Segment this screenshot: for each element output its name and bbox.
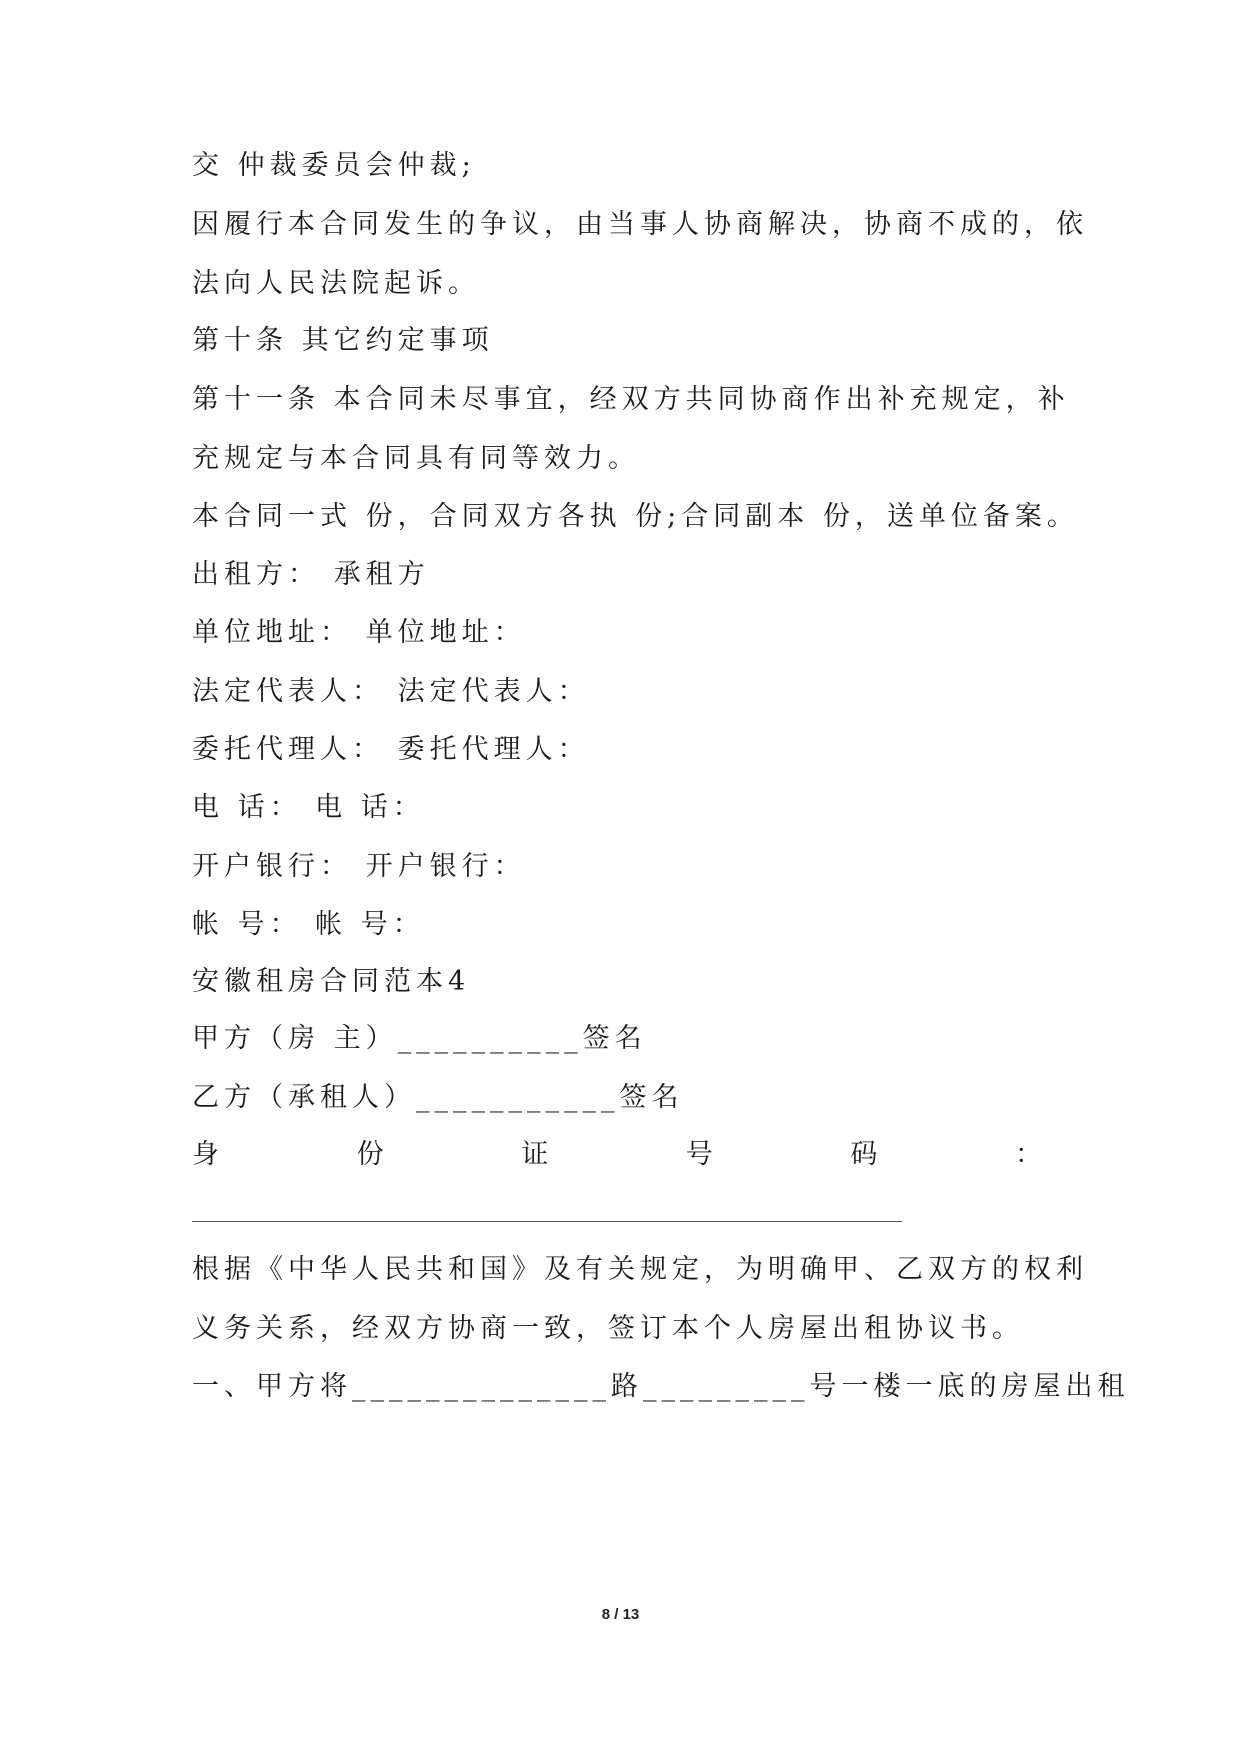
text-line-1: 交 仲裁委员会仲裁; (192, 150, 476, 181)
text-line-3: 法向人民法院起诉。 (192, 268, 480, 299)
text-line-6: 充规定与本合同具有同等效力。 (192, 443, 640, 474)
id-char-1: 身 (192, 1139, 219, 1170)
id-number-blank-rule (192, 1221, 902, 1222)
page-number: 8 / 13 (601, 1606, 640, 1623)
party-a-signature-line: 甲方（房 主）__________签名 (192, 1023, 647, 1054)
legal-rep-line: 法定代表人： 法定代表人： (192, 676, 590, 707)
bank-line: 开户银行： 开户银行： (192, 851, 526, 882)
id-char-2: 份 (356, 1139, 384, 1170)
id-char-6: ： (1014, 1139, 1042, 1170)
section-heading-article-10: 第十条 其它约定事项 (192, 325, 494, 356)
id-char-3: 证 (521, 1139, 549, 1170)
lessor-lessee-line: 出租方： 承租方 (192, 559, 430, 590)
text-line-5: 第十一条 本合同未尽事宜，经双方共同协商作出补充规定，补 (192, 384, 1070, 415)
agent-line: 委托代理人： 委托代理人： (192, 734, 590, 765)
account-line: 帐 号： 帐 号： (192, 909, 425, 940)
text-line-7: 本合同一式 份，合同双方各执 份;合同副本 份，送单位备案。 (192, 501, 1079, 532)
party-b-signature-line: 乙方（承租人）___________签名 (192, 1082, 684, 1113)
template-title: 安徽租房合同范本4 (192, 966, 471, 997)
id-char-4: 号 (685, 1139, 713, 1170)
id-char-5: 码 (850, 1139, 878, 1170)
text-line-agreement: 义务关系，经双方协商一致，签订本个人房屋出租协议书。 (192, 1313, 1024, 1344)
text-line-basis: 根据《中华人民共和国》及有关规定，为明确甲、乙双方的权利 (192, 1254, 1088, 1285)
phone-line: 电 话： 电 话： (192, 792, 425, 823)
clause-one-line: 一、甲方将______________路_________号一楼一底的房屋出租 (192, 1371, 1130, 1402)
text-line-2: 因履行本合同发生的争议，由当事人协商解决，协商不成的，依 (192, 209, 1088, 240)
address-line: 单位地址： 单位地址： (192, 617, 526, 648)
id-number-line (192, 1141, 1042, 1168)
